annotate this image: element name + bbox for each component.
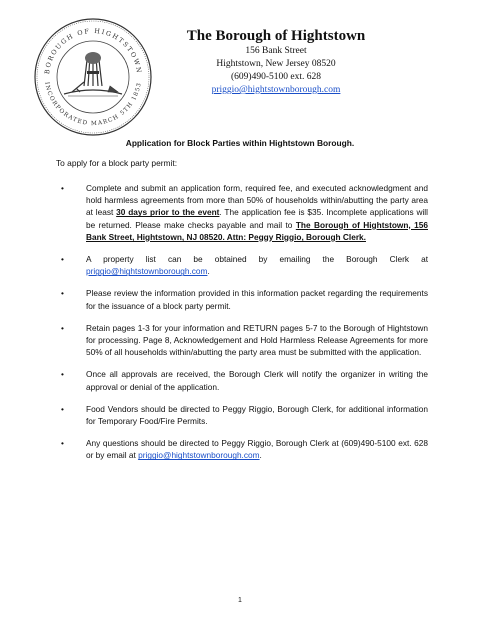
mailing-address-emphasis: The Borough of Hightstown, 156 Bank Street, Hightstown, NJ 08520. Attn: Peggy Riggio, Borough Clerk. [86,219,428,242]
requirements-list [56,182,428,472]
seal-top-text: BOROUGH OF HIGHTSTOWN [43,26,144,75]
address-city: Hightstown, New Jersey 08520 [216,59,336,69]
bullet-icon: • [61,288,64,299]
item-text: Food Vendors should be directed to Peggy Riggio, Borough Clerk, for additional information for Temporary Food/Fire Permits. [86,403,428,427]
bullet-icon: • [61,438,64,449]
item-text: Complete and submit an application form, required fee, and executed acknowledgment and hold harmless agreements from more than 50% of households within/abutting the party area at least [86,183,428,218]
seal-plow-icon [64,52,122,96]
deadline-emphasis: 30 days prior to the event [116,207,220,218]
list-item [56,368,428,392]
bullet-icon: • [61,403,64,414]
item-text: Any questions should be directed to Peggy Riggio, Borough Clerk at (609)490-5100 ext. 628 or by email at [86,438,428,461]
item-text: Once all approvals are received, the Borough Clerk will notify the organizer in writing the approval or denial of the application. [86,369,428,392]
bullet-icon: • [61,322,64,333]
item-text: . The application fee is $35. Incomplete applications will be returned. Please make checks payable and mail to [86,207,428,230]
document-title: Application for Block Parties within Hightstown Borough. [125,138,355,148]
list-item [56,182,428,243]
phone-number: (609)490-5100 ext. 628 [231,72,321,82]
address-street: 156 Bank Street [245,46,307,56]
list-item [56,403,428,427]
borough-seal [32,16,154,138]
borough-name: The Borough of Hightstown [186,28,366,44]
bullet-icon: • [61,254,64,265]
item-text: . [259,450,262,461]
intro-text: To apply for a block party permit: [56,158,178,168]
item-text: Please review the information provided in this information packet regarding the requirements for the issuance of a block party permit. [86,288,428,311]
seal-bottom-text: INCORPORATED MARCH 5TH 1853 [43,81,143,128]
clerk-email-link[interactable]: priggio@hightstownborough.com [86,266,208,277]
bullet-icon: • [61,183,64,193]
list-item [56,437,428,461]
svg-text:INCORPORATED MARCH 5TH 1853 [43,82,142,127]
page-number: 1 [238,597,242,604]
list-item [56,253,428,277]
item-text: . [207,266,210,277]
email-link[interactable]: priggio@hightstownborough.com [211,85,341,95]
list-item [56,287,428,311]
clerk-email-link[interactable]: priggio@hightstownborough.com [138,450,260,461]
bullet-icon: • [61,369,64,380]
item-text: A property list can be obtained by emailing the Borough Clerk at [86,254,428,265]
list-item [56,322,428,359]
item-text: Retain pages 1-3 for your information and RETURN pages 5-7 to the Borough of Hightstown for processing. Page 8, Acknowledgement and Hold Harmless Release Agreements for more 50% of all households within/abutting the party area must be submitted with the application. [86,322,428,358]
letterhead [186,28,366,96]
